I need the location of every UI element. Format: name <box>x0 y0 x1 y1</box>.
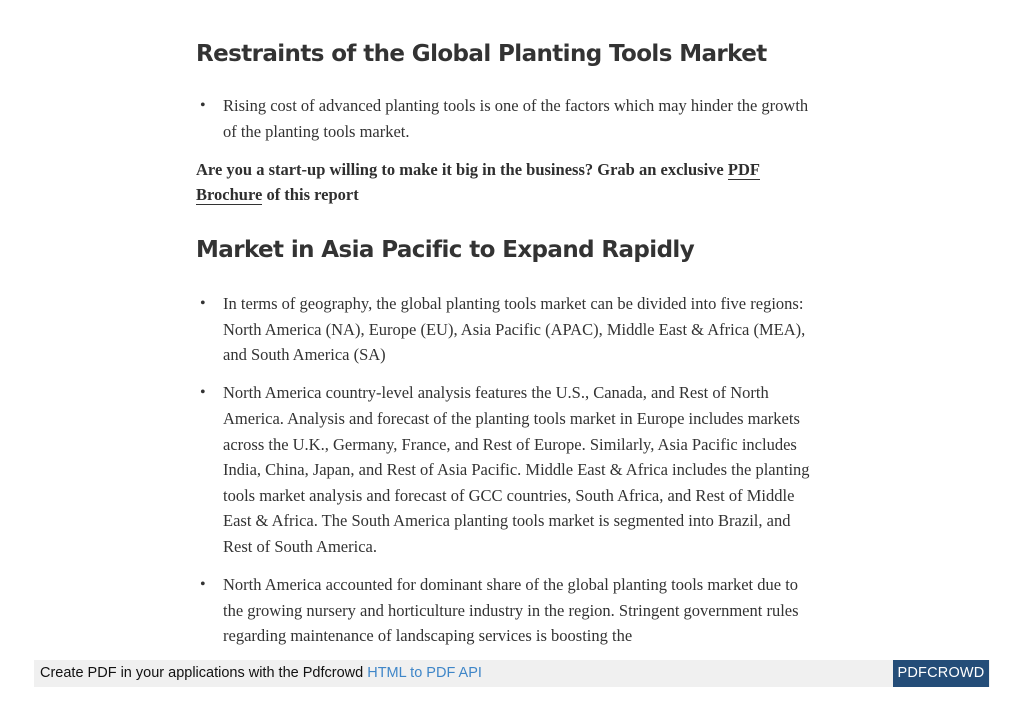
pdf-brochure-link[interactable]: PDF Brochure <box>196 159 760 205</box>
article-content <box>196 38 821 661</box>
restraints-bullet-list <box>196 93 821 144</box>
cta-text-after: of this report <box>262 185 359 205</box>
section-heading-restraints: Restraints of the Global Planting Tools Market <box>196 41 767 67</box>
bullet-item: • North America country-level analysis features the U.S., Canada, and Rest of North America. Analysis and forecast of the planting tools market in Europe includes markets across the U.K., Germany, France, and Rest of Europe. Similarly, Asia Pacific includes India, China, Japan, and Rest of Asia Pacific. Middle East & Africa includes the planting tools market analysis and forecast of GCC countries, South Africa, and Rest of Middle East & Africa. The South America planting tools market is segmented into Brazil, and Rest of South America. <box>196 380 821 559</box>
section-heading-asia-pacific: Market in Asia Pacific to Expand Rapidly <box>196 236 695 263</box>
geography-bullet-list <box>196 291 821 649</box>
pdfcrowd-footer-bar <box>34 660 990 687</box>
pdfcrowd-badge[interactable]: PDFCROWD <box>893 660 989 687</box>
bullet-item: • North America accounted for dominant share of the global planting tools market due to the growing nursery and horticulture industry in the region. Stringent government rules regarding maintenance of landscaping services is boosting the <box>196 572 821 649</box>
brochure-call-to-action <box>196 157 821 208</box>
footer-label: Create PDF in your applications with the Pdfcrowd <box>40 665 368 681</box>
bullet-item: • Rising cost of advanced planting tools is one of the factors which may hinder the growth of the planting tools market. <box>196 93 821 144</box>
html-to-pdf-api-link[interactable]: HTML to PDF API <box>367 665 482 681</box>
bullet-item: • In terms of geography, the global planting tools market can be divided into five regions: North America (NA), Europe (EU), Asia Pacific (APAC), Middle East & Africa (MEA), and South America (SA) <box>196 291 821 368</box>
footer-text <box>40 665 482 681</box>
cta-text-before: Are you a start-up willing to make it big in the business? Grab an exclusive <box>196 159 728 179</box>
